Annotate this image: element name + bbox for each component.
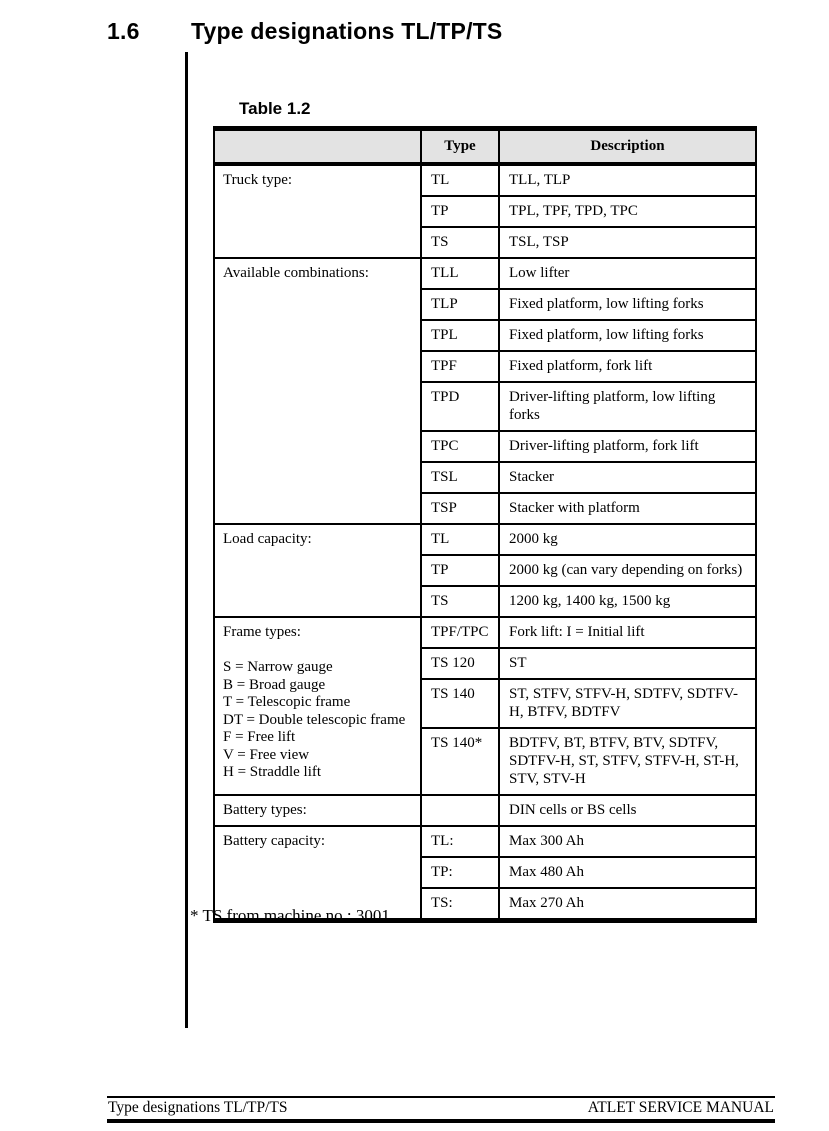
table-row [214,524,756,555]
footer-left-text: Type designations TL/TP/TS [108,1099,288,1116]
description-cell: Max 480 Ah [499,857,756,888]
description-cell: Fixed platform, low lifting forks [499,320,756,351]
legend-item: T = Telescopic frame [223,694,351,710]
header-cell: Type [421,129,499,165]
type-cell: TS 140 [421,679,499,728]
type-cell: TS: [421,888,499,921]
group-label: Battery types: [223,802,307,818]
type-cell: TPL [421,320,499,351]
description-cell: Max 300 Ah [499,826,756,857]
type-cell: TP [421,196,499,227]
group-label: Frame types: [223,624,301,640]
description-cell: DIN cells or BS cells [499,795,756,826]
group-label: Battery capacity: [223,833,326,849]
table-header [214,129,756,165]
description-cell: 2000 kg [499,524,756,555]
footer-right-text: ATLET SERVICE MANUAL [587,1099,774,1116]
section-heading [107,18,502,45]
legend-item: S = Narrow gauge [223,659,333,675]
type-cell: TP [421,555,499,586]
table-row [214,258,756,289]
type-cell: TS 140* [421,728,499,795]
description-cell: TSL, TSP [499,227,756,258]
table-caption: Table 1.2 [239,99,311,118]
type-cell: TSP [421,493,499,524]
table-row [214,164,756,196]
frame-type-legend [223,659,411,782]
group-label: Load capacity: [223,531,312,547]
legend-item: F = Free lift [223,729,296,745]
type-cell: TL [421,164,499,196]
type-cell: TP: [421,857,499,888]
description-cell: Driver-lifting platform, fork lift [499,431,756,462]
type-cell: TS [421,227,499,258]
legend-item: DT = Double telescopic frame [223,711,406,728]
type-cell: TLP [421,289,499,320]
description-cell: Fixed platform, low lifting forks [499,289,756,320]
type-cell: TS 120 [421,648,499,679]
type-cell: TL: [421,826,499,857]
group-label: Available combinations: [223,265,369,281]
type-cell: TPF [421,351,499,382]
legend-item: V = Free view [223,746,310,763]
description-cell: Stacker [499,462,756,493]
legend-item: B = Broad gauge [223,676,326,693]
type-cell: TSL [421,462,499,493]
type-designation-table [213,126,757,923]
description-cell: Driver-lifting platform, low lifting forks [499,382,756,431]
description-cell: Max 270 Ah [499,888,756,921]
description-cell: Low lifter [499,258,756,289]
table-row [214,795,756,826]
type-cell: TPF/TPC [421,617,499,648]
description-cell: TLL, TLP [499,164,756,196]
group-label-cell [214,258,421,524]
group-label-cell [214,524,421,617]
legend-item: H = Straddle lift [223,764,322,780]
footer-rule-top [107,1096,775,1098]
page-title: Type designations TL/TP/TS [191,18,503,44]
description-cell: Fixed platform, fork lift [499,351,756,382]
group-label-cell [214,617,421,795]
header-cell [214,129,421,165]
type-cell: TS [421,586,499,617]
description-cell: ST [499,648,756,679]
type-cell: TL [421,524,499,555]
left-margin-rule [185,52,188,1028]
description-cell: 1200 kg, 1400 kg, 1500 kg [499,586,756,617]
type-cell [421,795,499,826]
section-number: 1.6 [107,18,140,44]
header-cell: Description [499,129,756,165]
table-row [214,826,756,857]
description-cell: 2000 kg (can vary depending on forks) [499,555,756,586]
table-row [214,617,756,648]
type-cell: TPD [421,382,499,431]
description-cell: BDTFV, BT, BTFV, BTV, SDTFV, SDTFV-H, ST, STFV, STFV-H, ST-H, STV, STV-H [499,728,756,795]
type-cell: TLL [421,258,499,289]
group-label: Truck type: [223,172,293,188]
description-cell: ST, STFV, STFV-H, SDTFV, SDTFV-H, BTFV, BDTFV [499,679,756,728]
description-cell: Stacker with platform [499,493,756,524]
table-footnote: * TS from machine no.: 3001 [190,906,390,925]
group-label-cell [214,795,421,826]
description-cell: Fork lift: I = Initial lift [499,617,756,648]
description-cell: TPL, TPF, TPD, TPC [499,196,756,227]
group-label-cell [214,164,421,258]
table-body [214,164,756,921]
page-footer [107,1099,775,1117]
footer-rule-bottom [107,1119,775,1123]
type-cell: TPC [421,431,499,462]
